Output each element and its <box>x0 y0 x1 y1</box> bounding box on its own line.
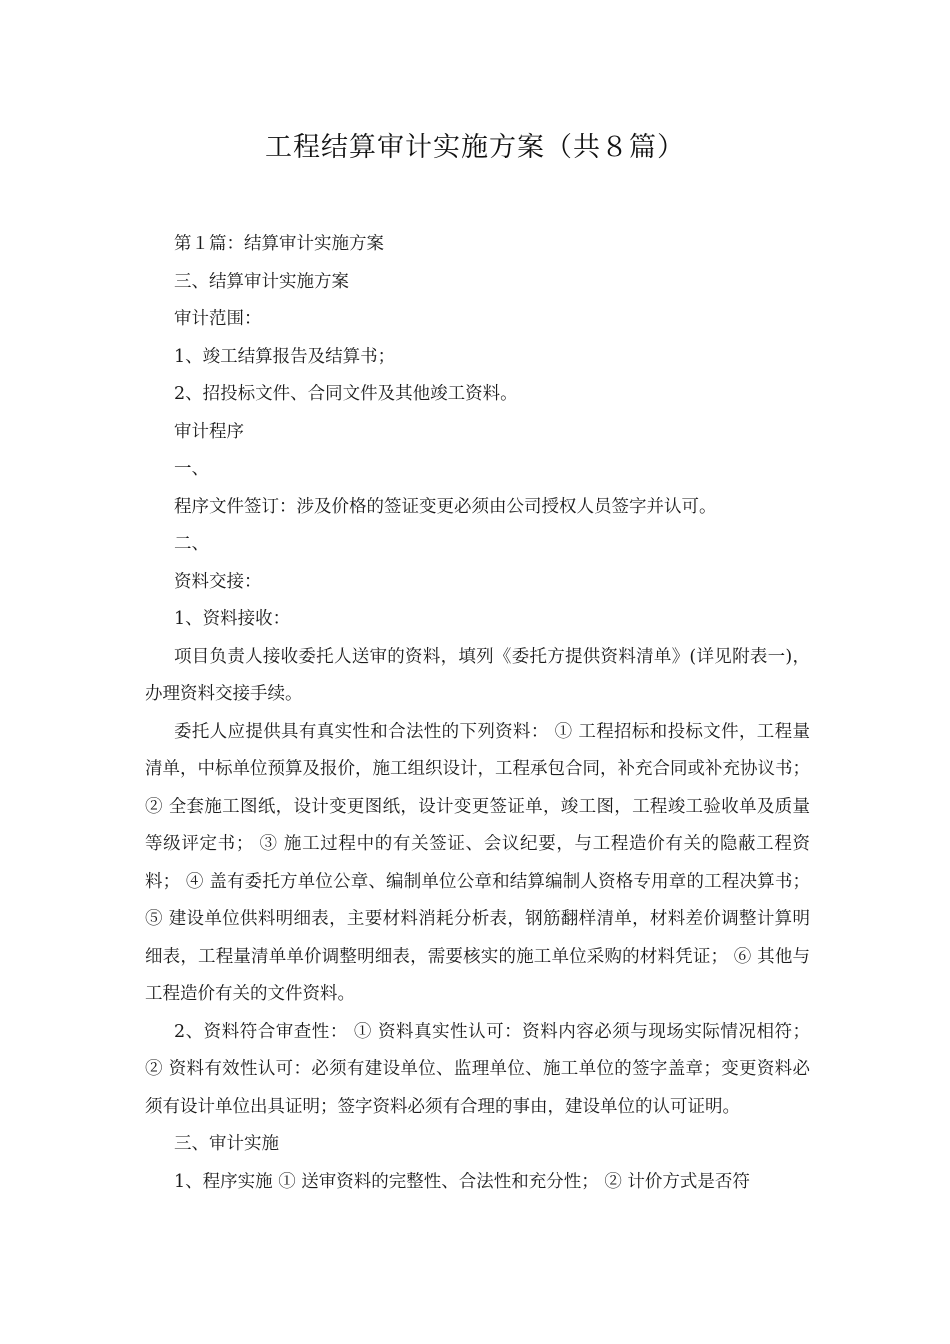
paragraph-section-heading: 第１篇：结算审计实施方案 <box>174 234 384 254</box>
document-body <box>145 226 810 1201</box>
paragraph-scope-item-1: 1、竣工结算报告及结算书； <box>174 346 396 367</box>
paragraph-materials-review: 2、资料符合审查性： ① 资料真实性认可：资料内容必须与现场实际情况相符； ② 资料有效性认可：必须有建设单位、监理单位、施工单位的签字盖章；变更资料必须有设计单位出具证明；签字资料必须有合理的事由，建设单位的认可证明。 <box>145 1021 810 1117</box>
paragraph-handover-label: 资料交接： <box>174 571 262 592</box>
paragraph-procedure-implementation: 1、程序实施 ① 送审资料的完整性、合法性和充分性； ② 计价方式是否符 <box>174 1171 750 1192</box>
paragraph-audit-implementation-label: 三、审计实施 <box>174 1134 279 1154</box>
paragraph-procedure-document-signing: 程序文件签订：涉及价格的签证变更必须由公司授权人员签字并认可。 <box>174 496 717 517</box>
document-title: 工程结算审计实施方案（共８篇） <box>265 132 685 163</box>
paragraph-audit-scope-label: 审计范围： <box>174 309 262 329</box>
paragraph-receipt-description: 项目负责人接收委托人送审的资料，填列《委托方提供资料清单》(详见附表一)，办理资料交接手续。 <box>145 646 810 704</box>
paragraph-subheading: 三、结算审计实施方案 <box>174 271 349 292</box>
paragraph-step-one-label: 一、 <box>174 459 209 479</box>
paragraph-receipt-label: 1、资料接收： <box>174 609 291 629</box>
paragraph-scope-item-2: 2、招投标文件、合同文件及其他竣工资料。 <box>174 384 518 404</box>
paragraph-step-two-label: 二、 <box>174 534 209 554</box>
paragraph-required-materials: 委托人应提供具有真实性和合法性的下列资料： ① 工程招标和投标文件，工程量清单，中标单位预算及报价，施工组织设计，工程承包合同，补充合同或补充协议书； ② 全套施工图纸，设计变更图纸，设计变更签证单，竣工图，工程竣工验收单及质量等级评定书； ③ 施工过程中的有关签证、会议纪要，与工程造价有关的隐蔽工程资料； ④ 盖有委托方单位公章、编制单位公章和结算编制人资格专用章的工程决算书；⑤ 建设单位供料明细表，主要材料消耗分析表，钢筋翻样清单，材料差价调整计算明细表，工程量清单单价调整明细表，需要核实的施工单位采购的材料凭证； ⑥ 其他与工程造价有关的文件资料。 <box>145 721 810 1004</box>
paragraph-audit-procedure-label: 审计程序 <box>174 421 244 442</box>
